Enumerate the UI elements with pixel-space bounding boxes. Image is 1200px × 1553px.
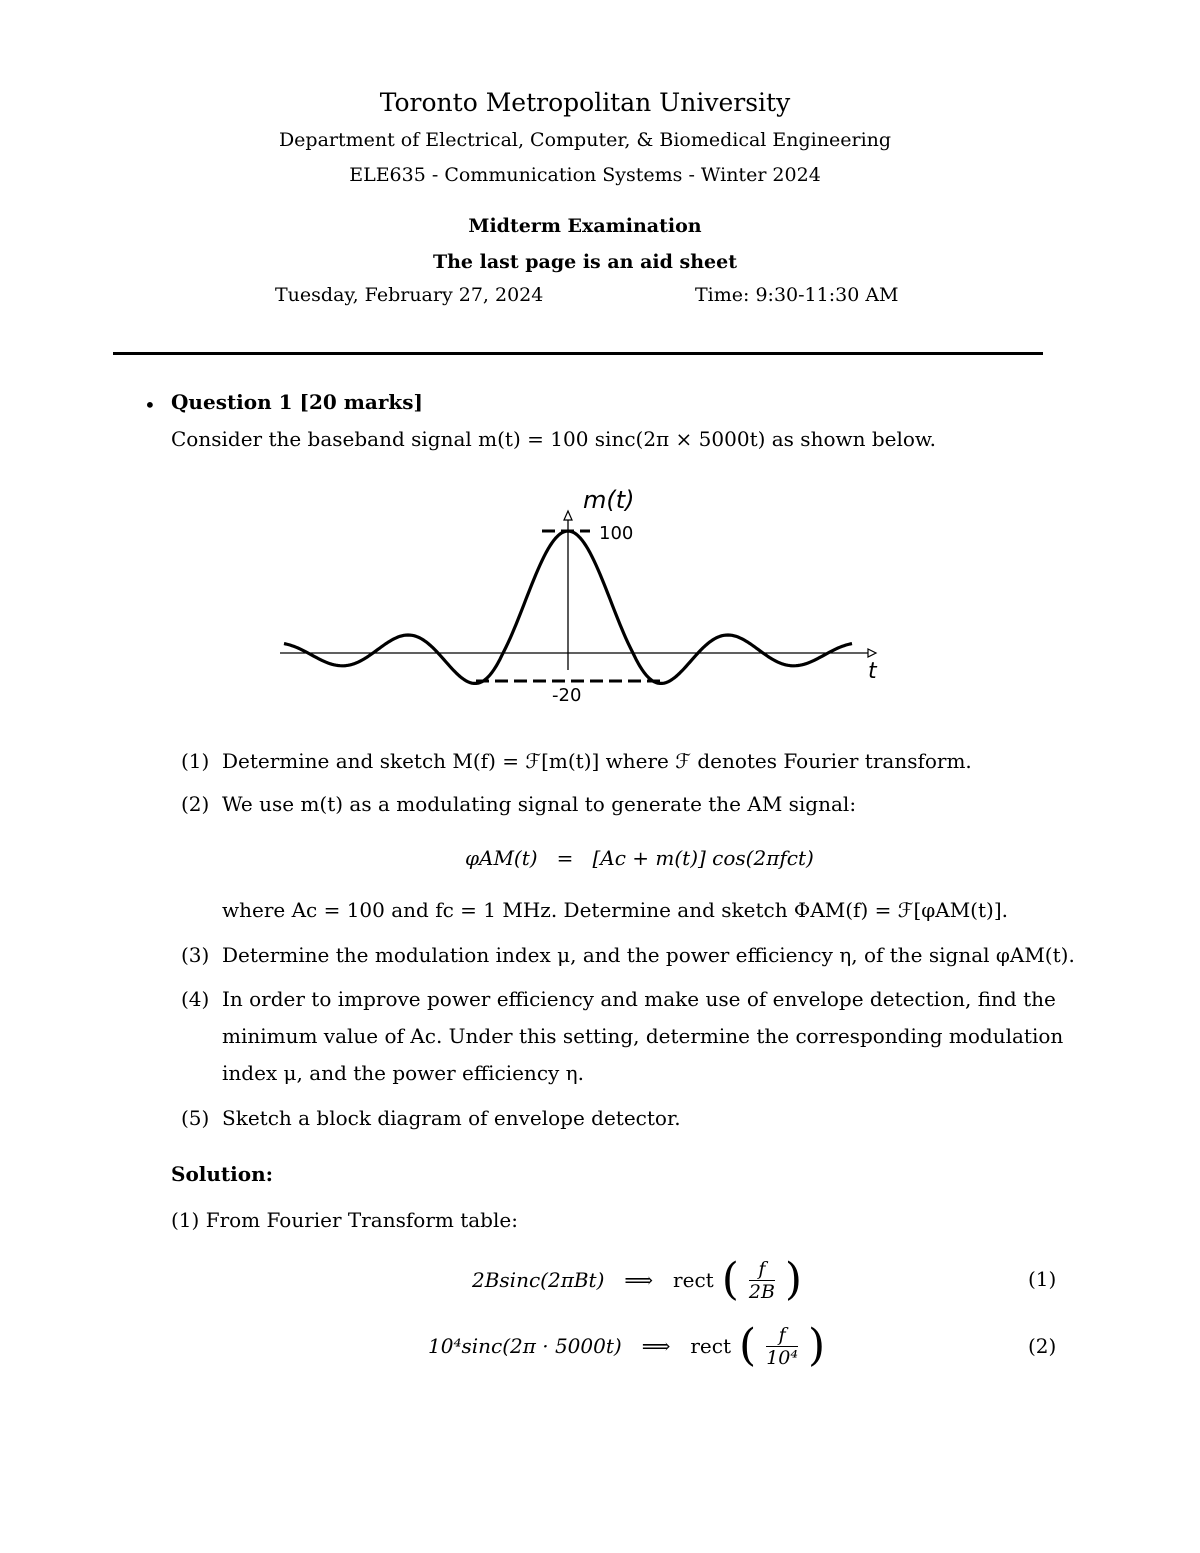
- x-axis-arrow-icon: [868, 649, 876, 657]
- am-where-line: where Ac = 100 and fc = 1 MHz. Determine and sketch ΦAM(f) = ℱ[φAM(t)].: [222, 898, 1008, 922]
- am-equation: φAM(t) = [Ac + m(t)] cos(2πfct): [465, 846, 814, 870]
- part-5-number: (5): [181, 1106, 210, 1130]
- department-line: Department of Electrical, Computer, & Biomedical Engineering: [278, 129, 892, 151]
- part-1-text: Determine and sketch M(f) = ℱ[m(t)] where ℱ denotes Fourier transform.: [222, 749, 972, 773]
- eq2-fraction: [766, 1324, 798, 1369]
- question-title: Question 1 [20 marks]: [171, 390, 424, 414]
- header-divider: [113, 352, 1043, 355]
- eq2-implies-arrow: ⟹: [641, 1334, 671, 1358]
- solution-line-1: (1) From Fourier Transform table:: [171, 1208, 518, 1232]
- eq1-fraction: [749, 1258, 775, 1303]
- part-2-number: (2): [181, 792, 210, 816]
- eq2-lhs: 10⁴sinc(2π · 5000t): [428, 1334, 622, 1358]
- eq2-denominator: 10⁴: [766, 1346, 798, 1369]
- eq1-rect: rect: [673, 1268, 714, 1292]
- equation-2-label: (2): [1028, 1334, 1057, 1358]
- part-4-text-line1: In order to improve power efficiency and make use of envelope detection, find the: [222, 987, 1056, 1011]
- eq2-left-paren: (: [739, 1320, 757, 1371]
- university-title: Toronto Metropolitan University: [379, 88, 791, 117]
- part-4-text-line3: index μ, and the power efficiency η.: [222, 1061, 585, 1085]
- aid-sheet-note: The last page is an aid sheet: [432, 251, 738, 273]
- x-axis-label: t: [868, 659, 877, 684]
- eq1-right-paren: ): [784, 1254, 803, 1305]
- part-4-number: (4): [181, 987, 210, 1011]
- part-1-number: (1): [181, 749, 210, 773]
- y-axis-label: m(t): [583, 486, 635, 514]
- peak-label: 100: [599, 523, 634, 544]
- bullet-icon: •: [144, 393, 156, 417]
- eq1-numerator: f: [749, 1258, 775, 1281]
- eq1-lhs: 2Bsinc(2πBt): [472, 1268, 605, 1292]
- baseband-signal-figure: [270, 480, 900, 710]
- eq2-right-paren: ): [807, 1320, 826, 1371]
- part-4-text-line2: minimum value of Ac. Under this setting, determine the corresponding modulation: [222, 1024, 1064, 1048]
- equation-2: [428, 1318, 825, 1374]
- eq1-left-paren: (: [721, 1254, 739, 1305]
- part-2-text: We use m(t) as a modulating signal to generate the AM signal:: [222, 792, 857, 816]
- solution-heading: Solution:: [171, 1162, 274, 1186]
- part-3-number: (3): [181, 943, 210, 967]
- equation-1: [472, 1252, 802, 1308]
- exam-date: Tuesday, February 27, 2024: [275, 284, 544, 306]
- exam-time: Time: 9:30-11:30 AM: [695, 284, 899, 306]
- part-5-text: Sketch a block diagram of envelope detector.: [222, 1106, 681, 1130]
- trough-label: -20: [552, 685, 582, 706]
- eq1-denominator: 2B: [748, 1280, 775, 1303]
- eq2-numerator: f: [766, 1324, 798, 1347]
- eq1-implies-arrow: ⟹: [624, 1268, 654, 1292]
- exam-title: Midterm Examination: [468, 215, 702, 237]
- eq2-rect: rect: [690, 1334, 732, 1358]
- course-line: ELE635 - Communication Systems - Winter 2024: [349, 164, 821, 186]
- part-3-text: Determine the modulation index μ, and the power efficiency η, of the signal φAM(t).: [222, 943, 1075, 967]
- equation-1-label: (1): [1028, 1267, 1057, 1291]
- y-axis-arrow-icon: [564, 511, 572, 520]
- question-intro: Consider the baseband signal m(t) = 100 sinc(2π × 5000t) as shown below.: [171, 427, 937, 451]
